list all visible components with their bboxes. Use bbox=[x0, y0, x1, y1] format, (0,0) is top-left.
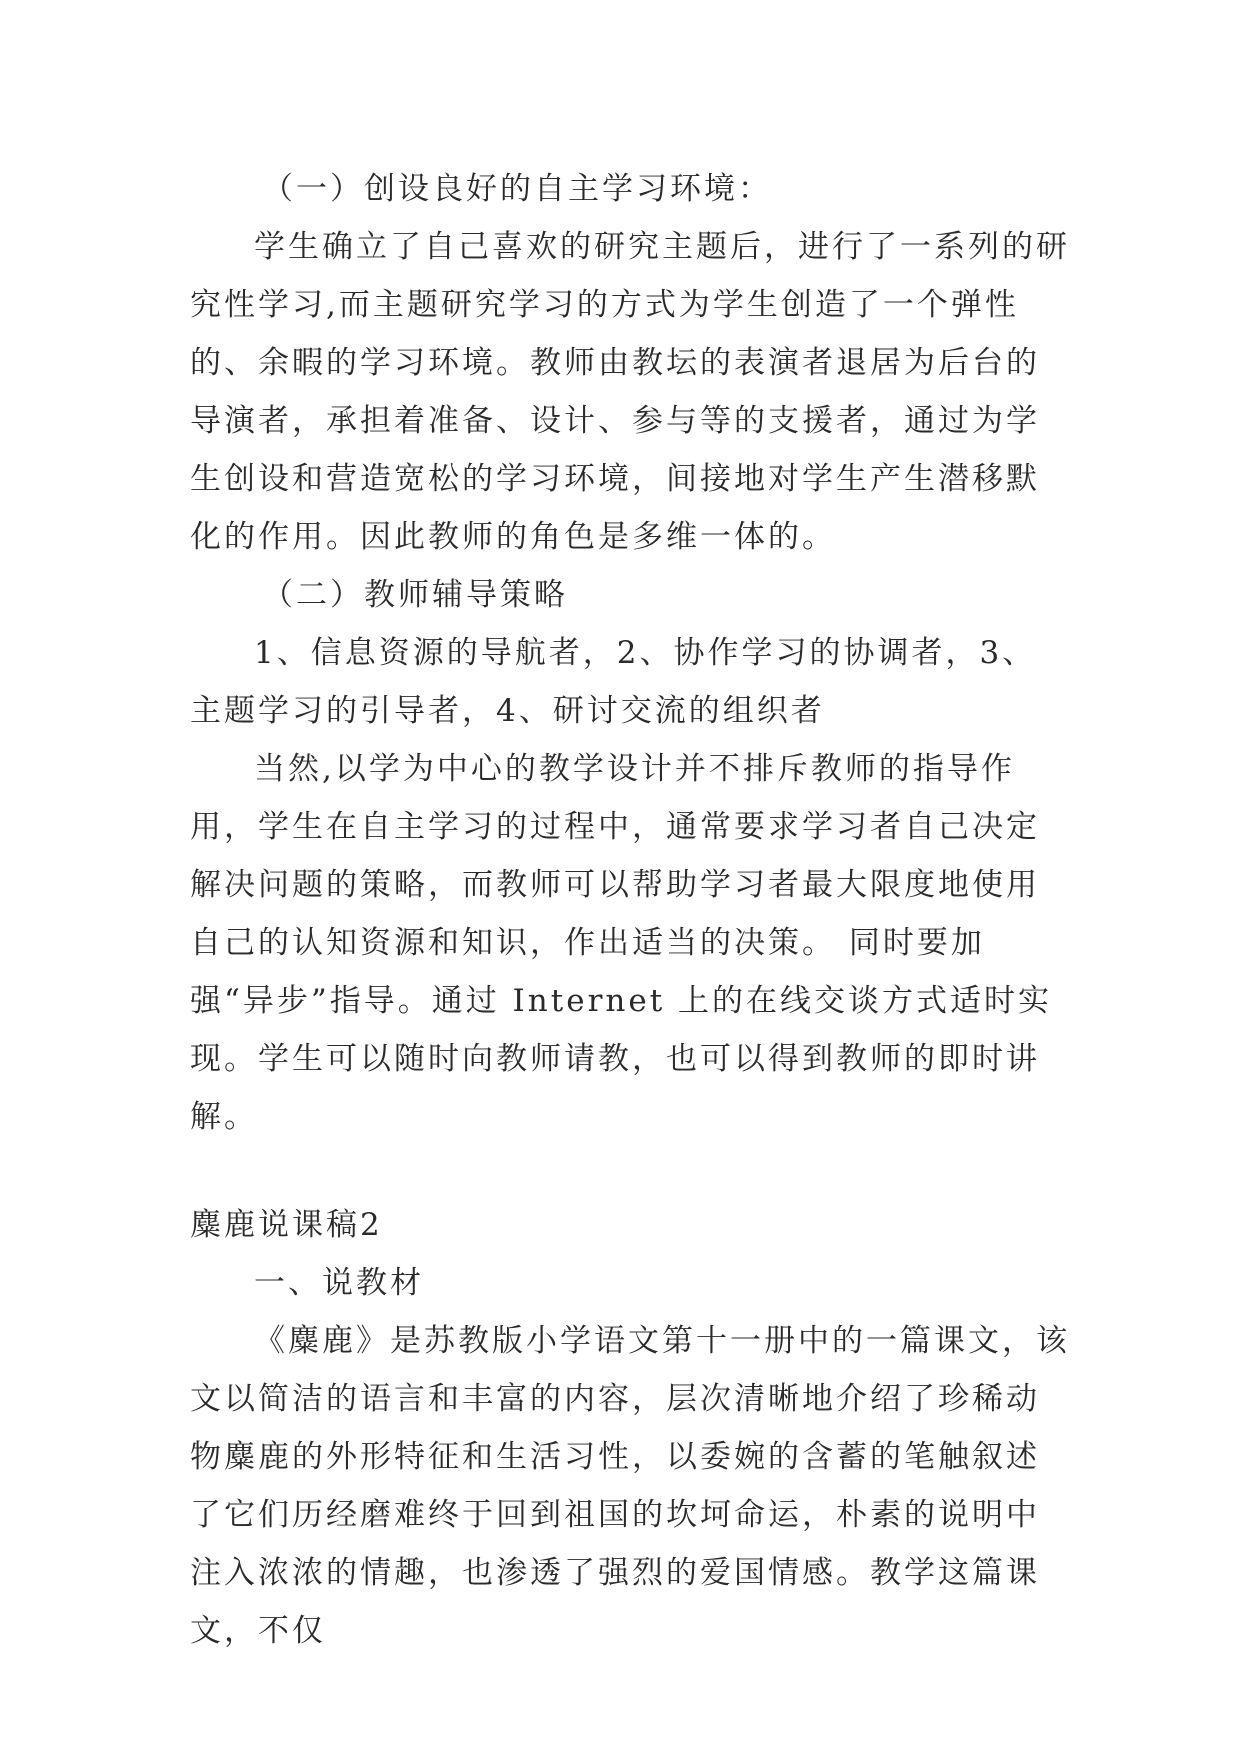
document-body bbox=[190, 160, 1070, 1660]
paragraph-teacher-roles: 1、信息资源的导航者，2、协作学习的协调者，3、主题学习的引导者，4、研讨交流的组织者 bbox=[190, 635, 1037, 729]
paragraph-teacher-guidance: 当然,以学为中心的教学设计并不排斥教师的指导作用，学生在自主学习的过程中，通常要求学习者自己决定解决问题的策略，而教师可以帮助学习者最大限度地使用自己的认知资源和知识，作出适当的决策。 同时要加强“异步”指导。通过 Internet 上的在线交谈方式适时实现。学生可以随时向教师请教，也可以得到教师的即时讲解。 bbox=[190, 751, 1053, 1135]
document-title: 麋鹿说课稿2 bbox=[190, 1207, 383, 1243]
section-spacer bbox=[190, 1146, 1070, 1196]
section-heading-2: （二）教师辅导策略 bbox=[262, 577, 568, 613]
subheading-textbook: 一、说教材 bbox=[254, 1265, 424, 1301]
paragraph-learning-environment: 学生确立了自己喜欢的研究主题后，进行了一系列的研究性学习,而主题研究学习的方式为学生创造了一个弹性的、余暇的学习环境。教师由教坛的表演者退居为后台的导演者，承担着准备、设计、参与等的支援者，通过为学生创设和营造宽松的学习环境，间接地对学生产生潜移默化的作用。因此教师的角色是多维一体的。 bbox=[190, 229, 1070, 555]
section-heading-1: （一）创设良好的自主学习环境： bbox=[262, 171, 772, 207]
paragraph-milu-intro: 《麋鹿》是苏教版小学语文第十一册中的一篇课文，该文以简洁的语言和丰富的内容，层次清晰地介绍了珍稀动物麋鹿的外形特征和生活习性，以委婉的含蓄的笔触叙述了它们历经磨难终于回到祖国的坎坷命运，朴素的说明中注入浓浓的情趣，也渗透了强烈的爱国情感。教学这篇课文，不仅 bbox=[190, 1323, 1070, 1649]
